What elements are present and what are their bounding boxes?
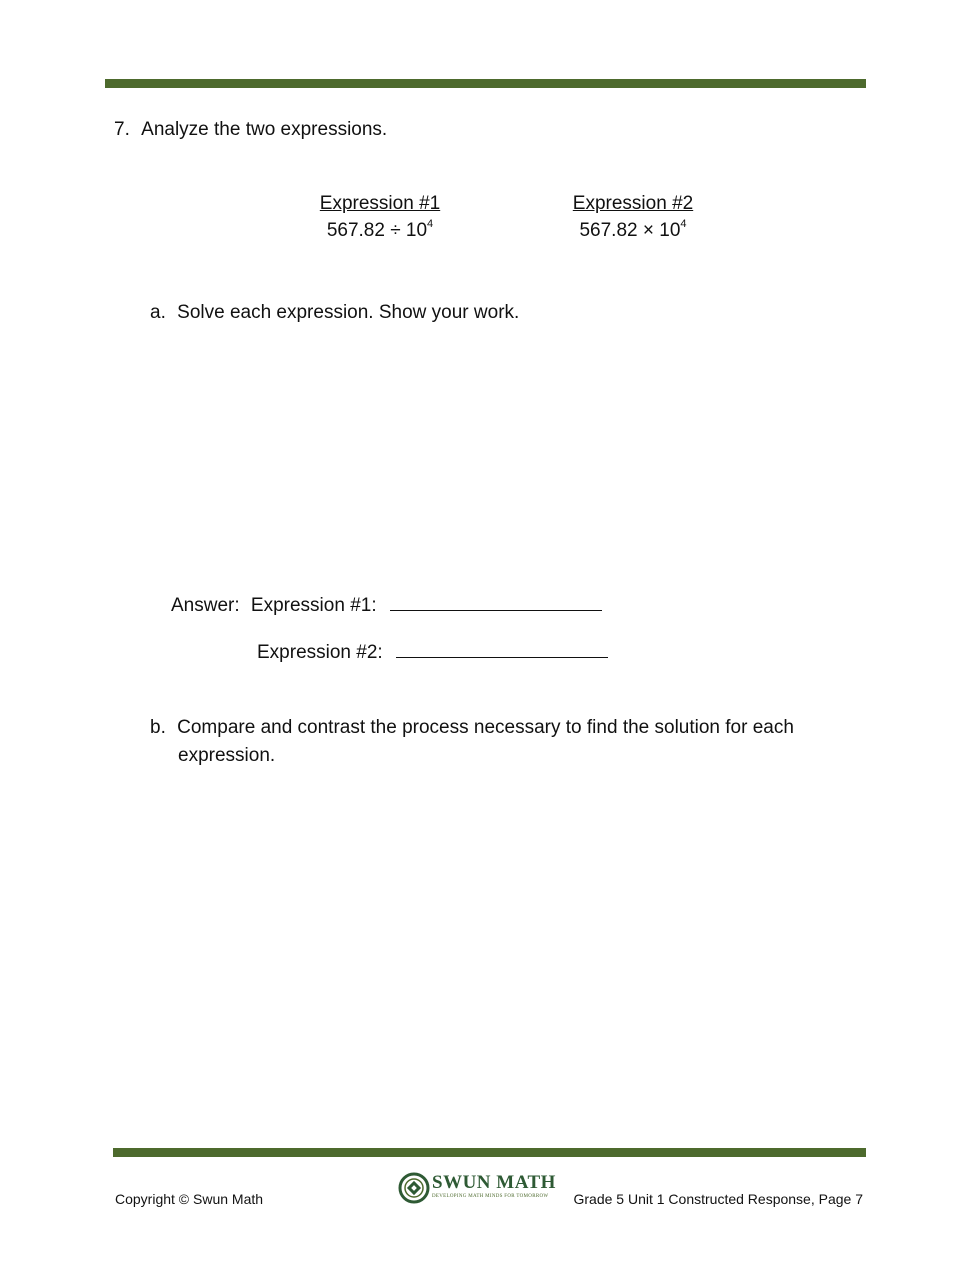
question-7 [114,119,387,141]
answer-blank-2[interactable] [396,641,608,658]
part-b [150,714,794,770]
part-a-text: Solve each expression. Show your work. [177,302,520,323]
footer-copyright: Copyright © Swun Math [115,1191,264,1207]
answer-label-2: Expression #2: [257,642,383,663]
swun-math-logo [398,1170,556,1206]
answer-line-1 [171,594,602,617]
part-b-letter: b. [150,717,166,738]
answer-blank-1[interactable] [390,594,602,611]
footer-page-info: Grade 5 Unit 1 Constructed Response, Page 7 [573,1191,863,1207]
expression-1-exponent: 4 [427,218,434,230]
logo-name: SWUN MATH [432,1172,556,1193]
logo-tagline: DEVELOPING MATH MINDS FOR TOMORROW [432,1194,549,1199]
bottom-divider [113,1148,866,1157]
answer-line-2 [257,641,608,664]
expression-2-value: $567.82 \times 10^4$ [579,218,687,241]
expression-2-header: Expression #2 [572,193,694,214]
part-a-letter: a. [150,302,166,323]
expression-2 [553,190,713,244]
top-divider [105,79,866,88]
expression-2-exponent: 4 [680,218,687,230]
expression-1-value: $567.82 \div 10^4$ [326,218,434,241]
question-number: 7. [114,119,130,140]
part-b-line-2: expression. [178,745,276,766]
answer-label-1: Expression #1: [250,595,377,616]
expression-1 [300,190,460,244]
answer-lead: Answer: [171,595,240,616]
part-a [150,302,519,324]
part-b-line-1: Compare and contrast the process necessary to find the solution for each [177,717,794,738]
question-prompt: Analyze the two expressions. [141,119,388,140]
expression-1-header: Expression #1 [319,193,441,214]
swun-logo-icon [398,1172,430,1204]
